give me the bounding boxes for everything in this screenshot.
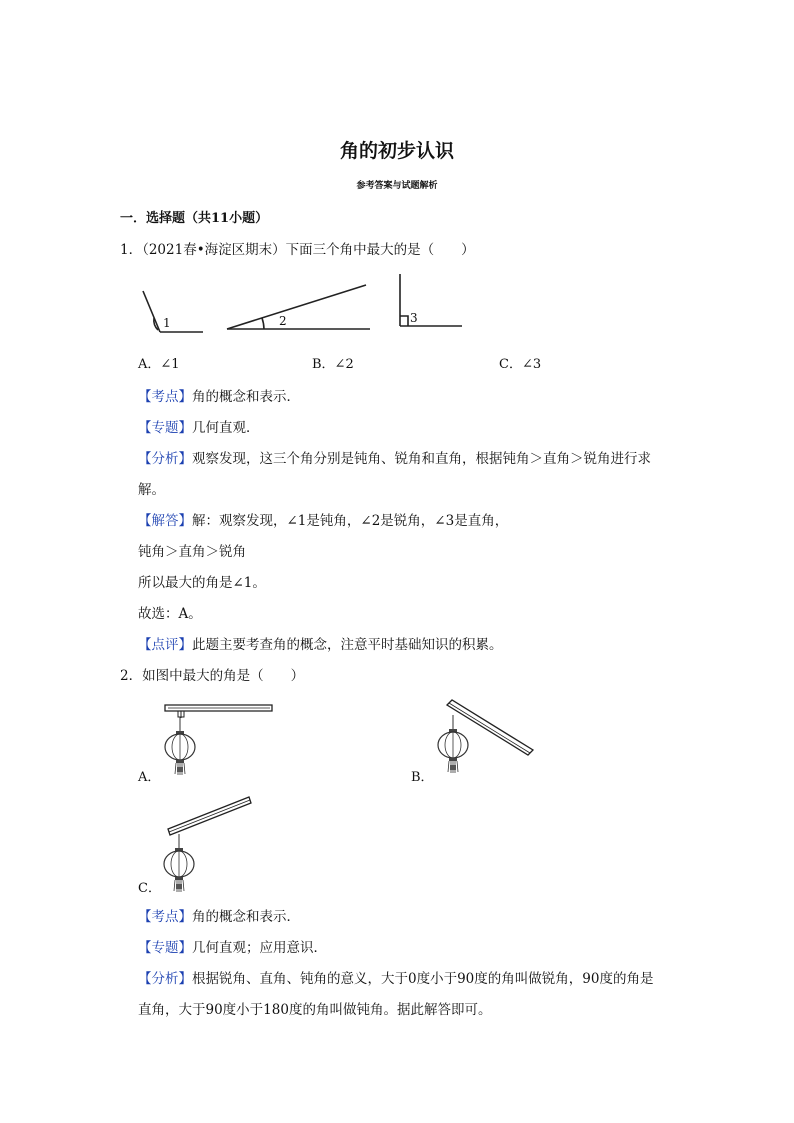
q2-fenxi — [138, 967, 653, 987]
fenxi-text: 观察发现，这三个角分别是钝角、锐角和直角，根据钝角＞直角＞锐角进行求 — [192, 451, 651, 467]
q1-option-a: A．∠1 — [138, 357, 180, 372]
q1-option-c: C．∠3 — [499, 357, 542, 372]
jieda-tag: 【解答】 — [138, 513, 192, 529]
angle-1-label: 1 — [163, 316, 171, 330]
lantern-figure-b — [438, 700, 533, 773]
fenxi-tag: 【分析】 — [138, 451, 192, 467]
dianping-text: 此题主要考查角的概念，注意平时基础知识的积累。 — [192, 637, 503, 653]
q1-fenxi-line2: 解。 — [138, 482, 165, 498]
q2-option-b: B． — [411, 770, 434, 785]
page-subtitle: 参考答案与试题解析 — [356, 181, 438, 191]
lantern-figure-c — [164, 797, 251, 892]
fenxi-text: 根据锐角、直角、钝角的意义，大于0度小于90度的角叫做锐角，90度的角是 — [192, 971, 654, 987]
jieda-text: 解：观察发现，∠1是钝角，∠2是锐角，∠3是直角， — [192, 513, 509, 529]
section-heading: 一．选择题（共11小题） — [120, 211, 269, 226]
angle-3-label: 3 — [410, 311, 418, 325]
zhuanti-text: 几何直观． — [192, 420, 260, 436]
zhuanti-text: 几何直观；应用意识． — [192, 940, 327, 956]
q2-option-a: A． — [138, 770, 161, 785]
question-1-stem: 1．（2021春•海淀区期末）下面三个角中最大的是（ ） — [120, 242, 475, 258]
q2-kaodian — [138, 905, 300, 925]
q2-fenxi-line2: 直角，大于90度小于180度的角叫做钝角。据此解答即可。 — [138, 1002, 492, 1018]
page-title: 角的初步认识 — [339, 140, 454, 162]
zhuanti-tag: 【专题】 — [138, 940, 192, 956]
kaodian-tag: 【考点】 — [138, 909, 192, 925]
q2-zhuanti — [138, 936, 327, 956]
zhuanti-tag: 【专题】 — [138, 420, 192, 436]
fenxi-tag: 【分析】 — [138, 971, 192, 987]
kaodian-text: 角的概念和表示． — [192, 389, 300, 405]
q1-jieda-line3: 所以最大的角是∠1。 — [138, 575, 266, 591]
q1-jieda-line2: 钝角＞直角＞锐角 — [138, 544, 246, 560]
kaodian-tag: 【考点】 — [138, 389, 192, 405]
q1-jieda-line4: 故选：A。 — [138, 606, 202, 622]
q2-option-c: C． — [138, 881, 161, 896]
lantern-figure-a — [165, 705, 272, 775]
kaodian-text: 角的概念和表示． — [192, 909, 300, 925]
dianping-tag: 【点评】 — [138, 637, 192, 653]
q1-option-b: B．∠2 — [312, 357, 354, 372]
question-2-stem: 2．如图中最大的角是（ ） — [120, 668, 305, 684]
angle-2-label: 2 — [279, 314, 287, 328]
